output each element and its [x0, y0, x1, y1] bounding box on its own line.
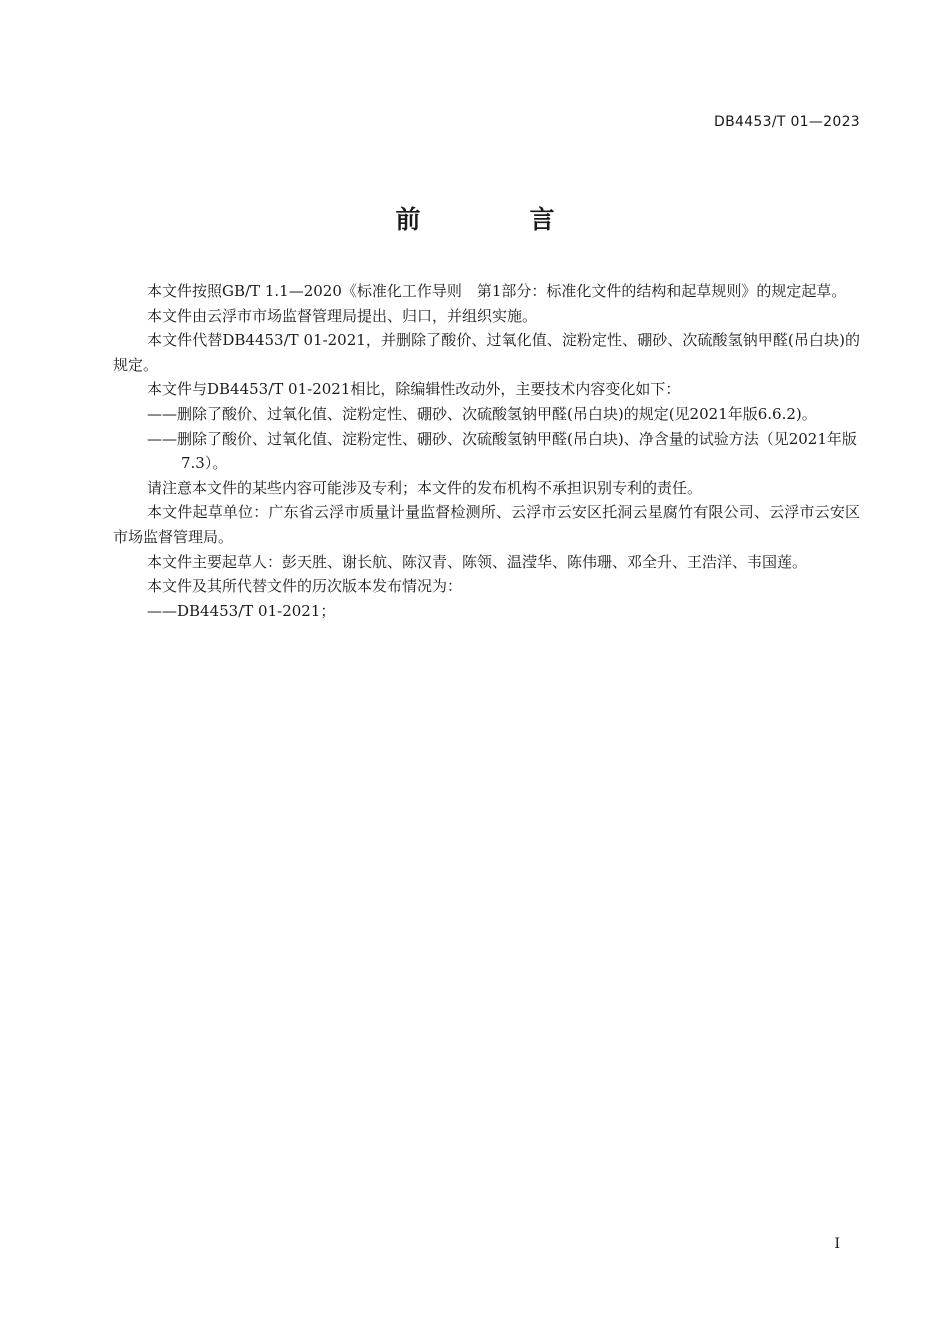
- paragraph: 本文件按照GB/T 1.1—2020《标准化工作导则 第1部分：标准化文件的结构和起草规则》的规定起草。: [147, 282, 847, 300]
- paragraph: 本文件与DB4453/T 01-2021相比，除编辑性改动外，主要技术内容变化如下：: [147, 380, 681, 399]
- paragraph: 本文件由云浮市市场监督管理局提出、归口，并组织实施。: [147, 306, 538, 325]
- paragraph: 本文件及其所代替文件的历次版本发布情况为：: [147, 577, 463, 596]
- paragraph: 本文件起草单位：广东省云浮市质量计量监督检测所、云浮市云安区托洞云星腐竹有限公司、云浮市云安区市场监督管理局。: [113, 503, 860, 546]
- dash-list-item: ——删除了酸价、过氧化值、淀粉定性、硼砂、次硫酸氢钠甲醛(吊白块)的规定(见2021年版6.6.2)。: [147, 404, 817, 423]
- paragraph: 本文件主要起草人：彭天胜、谢长航、陈汉青、陈领、温滢华、陈伟珊、邓全升、王浩洋、韦国莲。: [147, 552, 808, 571]
- page-title: 前 言: [395, 205, 597, 234]
- document-code: DB4453/T 01—2023: [714, 114, 860, 130]
- paragraph: 本文件代替DB4453/T 01-2021，并删除了酸价、过氧化值、淀粉定性、硼砂、次硫酸氢钠甲醛(吊白块)的规定。: [113, 331, 860, 374]
- dash-list-item: ——DB4453/T 01-2021；: [147, 601, 336, 620]
- page-number: I: [834, 1236, 840, 1252]
- paragraph: 请注意本文件的某些内容可能涉及专利；本文件的发布机构不承担识别专利的责任。: [147, 478, 703, 497]
- foreword-body: [113, 279, 860, 623]
- dash-list-item: ——删除了酸价、过氧化值、淀粉定性、硼砂、次硫酸氢钠甲醛(吊白块)、净含量的试验方法（见2021年版7.3）。: [147, 429, 857, 473]
